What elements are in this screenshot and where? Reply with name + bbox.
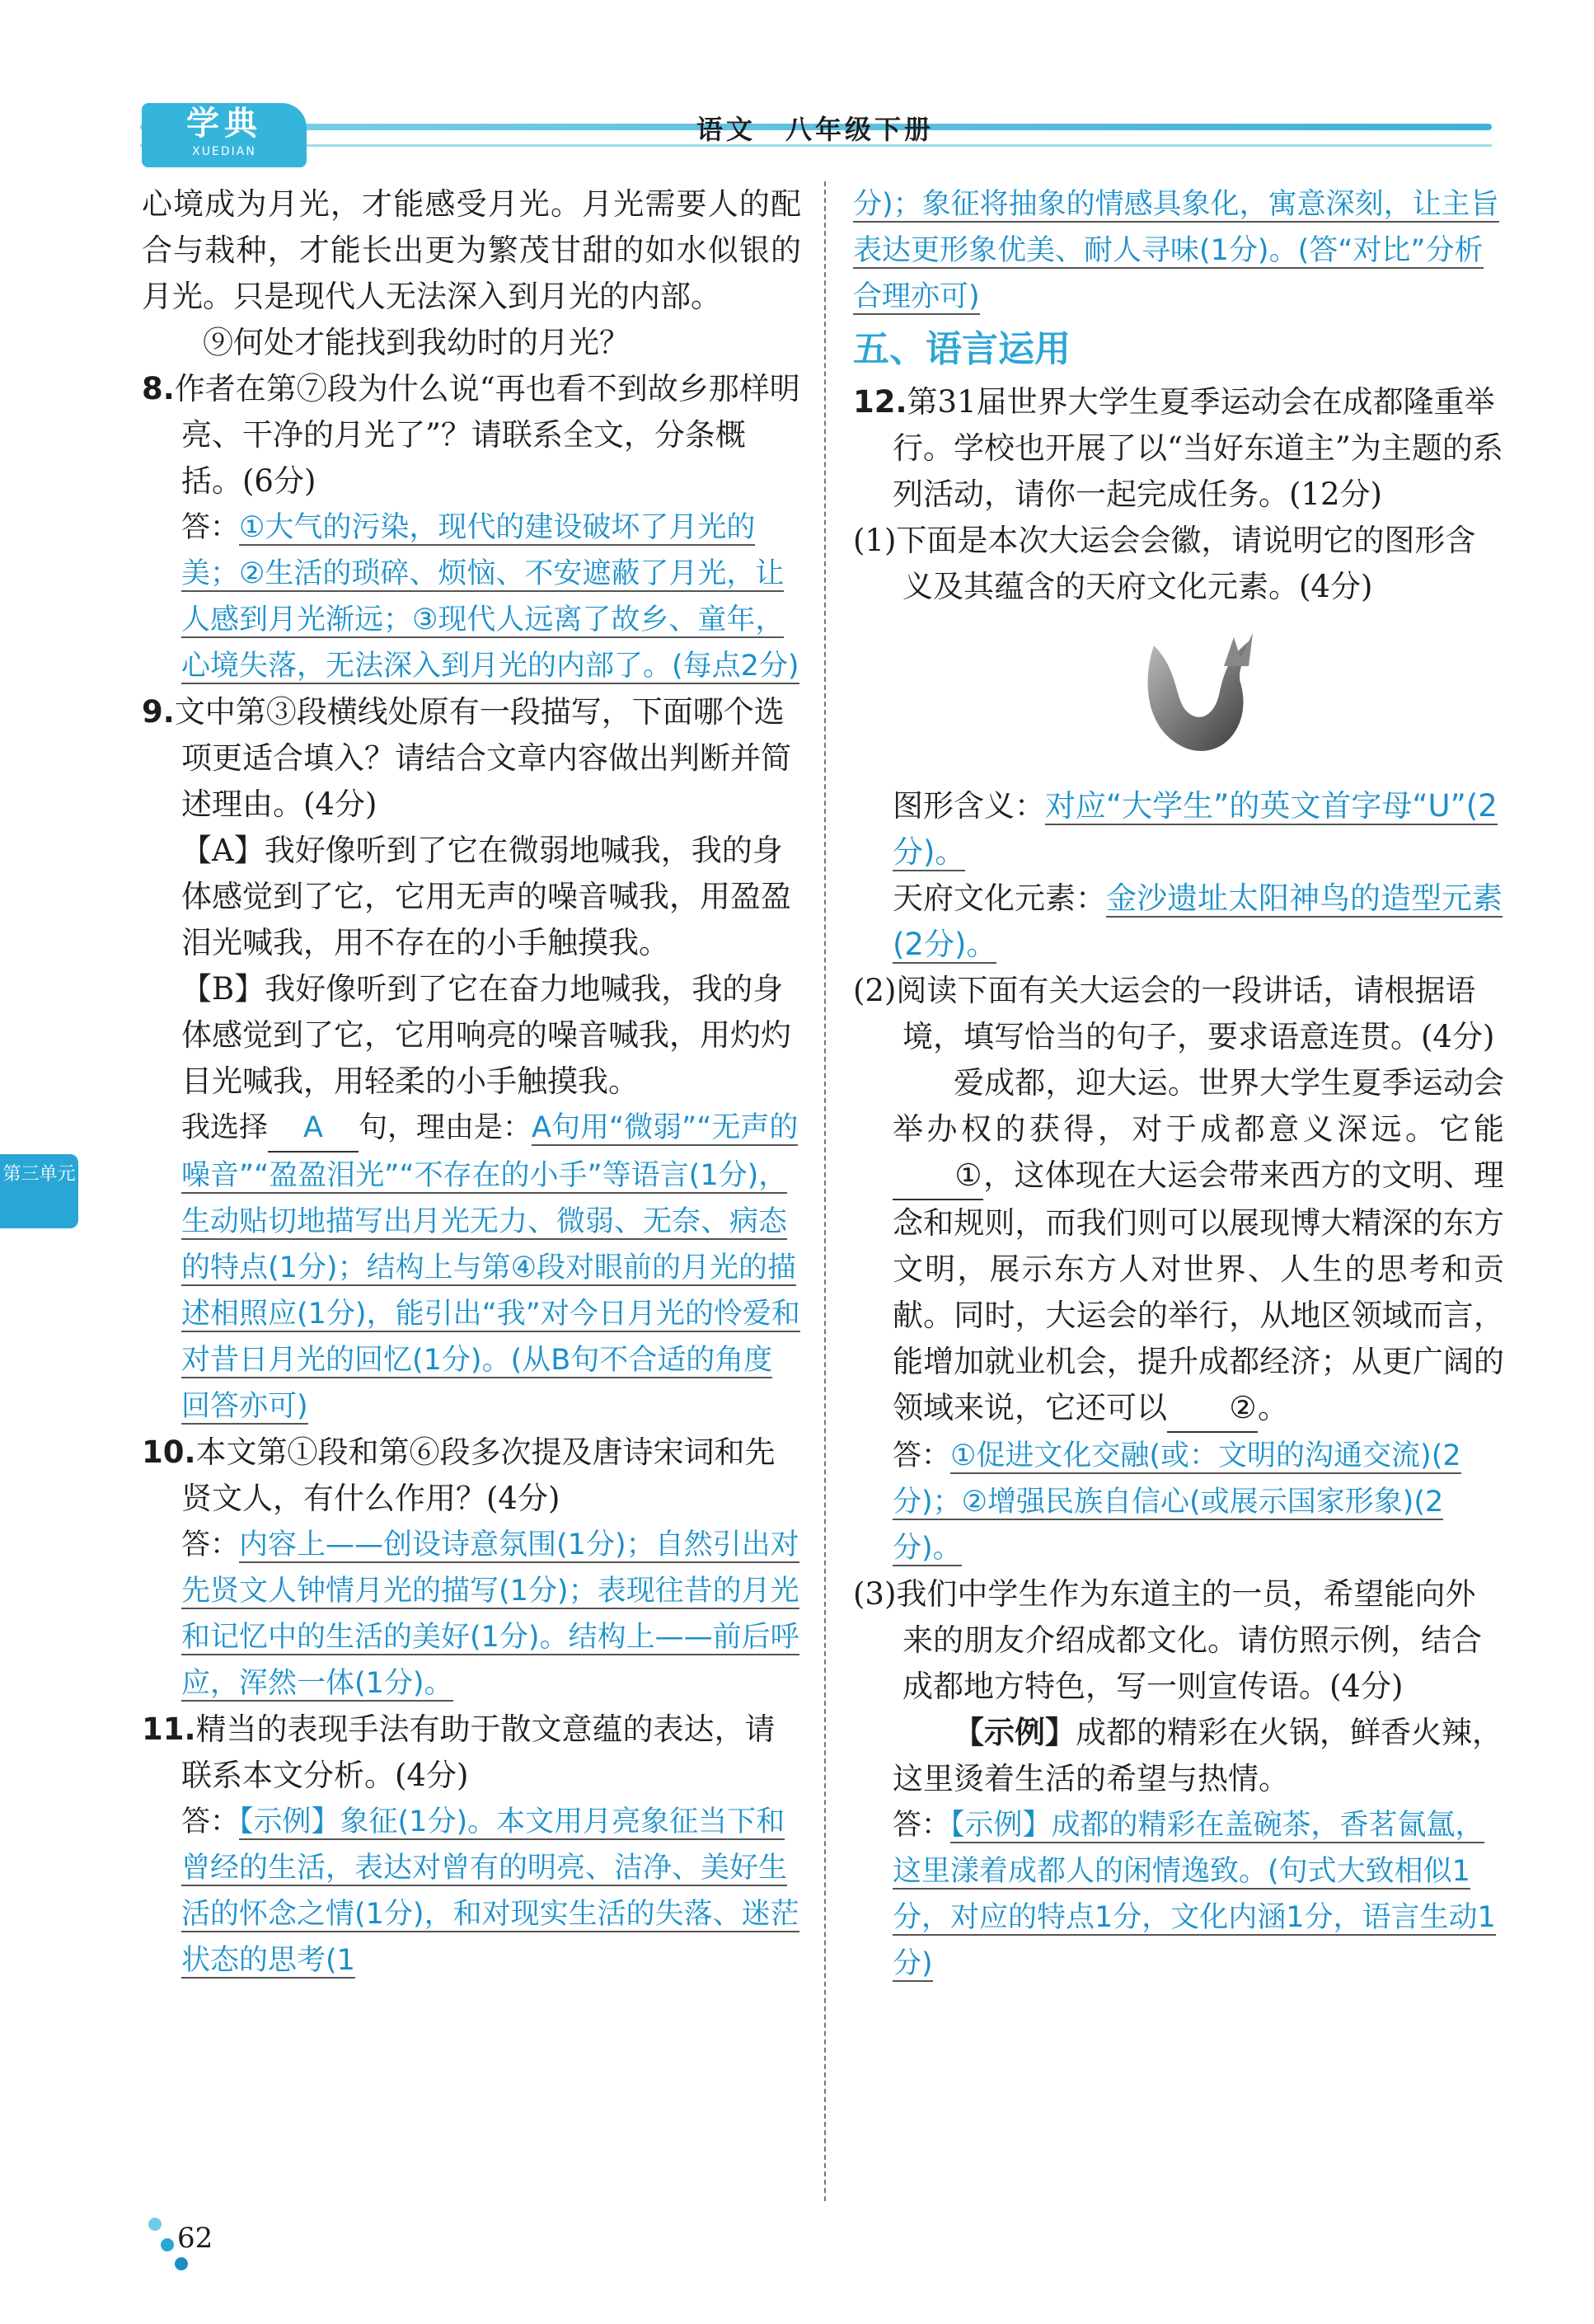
culture-answer: 金沙遗址太阳神鸟的造型元素(2分)。 bbox=[893, 880, 1503, 962]
question-number: 9. bbox=[142, 694, 175, 730]
passage-end: 心境成为月光，才能感受月光。月光需要人的配合与栽种，才能长出更为繁茂甘甜的如水似银的月光。只是现代人无法深入到月光的内部。 bbox=[142, 186, 801, 314]
right-column bbox=[853, 181, 1504, 1987]
choice-blank: A bbox=[268, 1105, 359, 1153]
question-number: 10. bbox=[142, 1434, 196, 1470]
question-number: 8. bbox=[142, 371, 175, 406]
question-12 bbox=[853, 379, 1504, 518]
answer-text: 内容上——创设诗意氛围(1分)；自然引出对先贤文人钟情月光的描写(1分)；表现往昔的月光和记忆中的生活的美好(1分)。结构上——前后呼应，浑然一体(1分)。 bbox=[181, 1528, 799, 1700]
meaning-answer: 对应“大学生”的英文首字母“U”(2分)。 bbox=[893, 788, 1498, 870]
answer-label: 答： bbox=[181, 511, 240, 544]
part-text: 我们中学生作为东道主的一员，希望能向外来的朋友介绍成都文化。请仿照示例，结合成都地方特色，写一则宣传语。(4分) bbox=[896, 1576, 1482, 1704]
speech-passage bbox=[893, 1060, 1504, 1433]
logo-sub-text: XUEDIAN bbox=[192, 145, 256, 158]
decor-dot bbox=[148, 2218, 162, 2231]
reason-prefix: 句，理由是： bbox=[359, 1111, 532, 1144]
question-text: 第31届世界大学生夏季运动会在成都隆重举行。学校也开展了以“当好东道主”为主题的系列活动，请你一起完成任务。(12分) bbox=[893, 384, 1503, 512]
decor-dot bbox=[161, 2238, 174, 2251]
question-text: 文中第③段横线处原有一段描写，下面哪个选项更适合填入？请结合文章内容做出判断并简述理由。(4分) bbox=[174, 694, 791, 822]
answer-10 bbox=[181, 1522, 801, 1707]
answer-12-2 bbox=[893, 1433, 1504, 1571]
answer-11 bbox=[181, 1799, 801, 1984]
question-12-part-1 bbox=[853, 518, 1504, 610]
question-12-part-2 bbox=[853, 968, 1504, 1060]
option-b: 【B】我好像听到了它在奋力地喊我，我的身体感觉到了它，它用响亮的噪音喊我，用灼灼目光喊我，用轻柔的小手触摸我。 bbox=[181, 971, 791, 1099]
question-10 bbox=[142, 1430, 801, 1522]
emblem-culture bbox=[893, 876, 1504, 968]
answer-label: 答： bbox=[181, 1805, 240, 1838]
decor-dot bbox=[175, 2257, 188, 2270]
example-slogan bbox=[893, 1710, 1504, 1802]
column-divider bbox=[824, 181, 826, 2201]
part-number: (2) bbox=[853, 973, 897, 1008]
blank-1: ① bbox=[893, 1153, 983, 1200]
answer-text: A句用“微弱”“无声的噪音”“盈盈泪光”“不存在的小手”等语言(1分)，生动贴切地描写出月光无力、微弱、无奈、病态的特点(1分)；结构上与第④段对眼前的月光的描述相照应(1分)，能引出“我”对今日月光的怜爱和对昔日月光的回忆(1分)。(从B句不合适的角度回答亦可) bbox=[181, 1111, 800, 1423]
culture-label: 天府文化元素： bbox=[893, 880, 1106, 916]
answer-9 bbox=[181, 1105, 801, 1430]
passage-middle: ，这体现在大运会带来西方的文明、理念和规则，而我们则可以展现博大精深的东方文明，展示东方人对世界、人生的思考和贡献。同时，大运会的举行，从地区领域而言，能增加就业机会，提升成都经济；从更广阔的领域来说，它还可以 bbox=[893, 1157, 1504, 1425]
answer-text: 分)；象征将抽象的情感具象化，寓意深刻，让主旨表达更形象优美、耐人寻味(1分)。(答“对比”分析合理亦可) bbox=[853, 188, 1499, 313]
question-8 bbox=[142, 366, 801, 505]
answer-label: 答： bbox=[181, 1528, 240, 1561]
universiade-emblem-icon bbox=[1125, 625, 1265, 765]
meaning-label: 图形含义： bbox=[893, 788, 1045, 824]
answer-label: 答： bbox=[893, 1809, 951, 1842]
logo-main-text: 学典 bbox=[186, 105, 262, 143]
question-text: 本文第①段和第⑥段多次提及唐诗宋词和先贤文人，有什么作用？(4分) bbox=[181, 1434, 776, 1516]
answer-text: 【示例】成都的精彩在盖碗茶，香茗氤氲，这里漾着成都人的闲情逸致。(句式大致相似1分，对应的特点1分，文化内涵1分，语言生动1分) bbox=[893, 1809, 1496, 1980]
example-tag: 【示例】 bbox=[954, 1715, 1076, 1750]
question-11 bbox=[142, 1707, 801, 1799]
page-header-title: 语文 八年级下册 bbox=[696, 114, 935, 145]
answer-12-3 bbox=[893, 1802, 1504, 1987]
brand-logo bbox=[142, 103, 307, 167]
part-number: (3) bbox=[853, 1576, 897, 1612]
passage-end: 。 bbox=[1258, 1390, 1288, 1425]
question-text: 精当的表现手法有助于散文意蕴的表达，请联系本文分析。(4分) bbox=[181, 1711, 776, 1793]
unit-side-tab: 第三单元 bbox=[0, 1154, 78, 1228]
question-12-part-3 bbox=[853, 1571, 1504, 1710]
example-text: 成都的精彩在火锅，鲜香火辣，这里烫着生活的希望与热情。 bbox=[893, 1715, 1503, 1796]
emblem-meaning bbox=[893, 783, 1504, 876]
question-text: 作者在第⑦段为什么说“再也看不到故乡那样明亮、干净的月光了”？请联系全文，分条概括。(6分) bbox=[174, 371, 800, 499]
answer-label: 答： bbox=[893, 1439, 951, 1472]
passage-start: 爱成都，迎大运。世界大学生夏季运动会举办权的获得，对于成都意义深远。它能 bbox=[893, 1065, 1504, 1147]
blank-2: ② bbox=[1167, 1385, 1258, 1433]
choice-prefix: 我选择 bbox=[181, 1111, 269, 1144]
part-text: 下面是本次大运会会徽，请说明它的图形含义及其蕴含的天府文化元素。(4分) bbox=[896, 523, 1476, 604]
page-number: 62 bbox=[177, 2222, 213, 2255]
part-number: (1) bbox=[853, 523, 897, 558]
answer-text: 【示例】象征(1分)。本文用月亮象征当下和曾经的生活，表达对曾有的明亮、洁净、美好生活的怀念之情(1分)，和对现实生活的失落、迷茫状态的思考(1 bbox=[181, 1805, 799, 1977]
question-number: 11. bbox=[142, 1711, 196, 1747]
answer-text: ①大气的污染，现代的建设破坏了月光的美；②生活的琐碎、烦恼、不安遮蔽了月光，让人感到月光渐远；③现代人远离了故乡、童年，心境失落，无法深入到月光的内部了。(每点2分) bbox=[181, 511, 799, 683]
part-text: 阅读下面有关大运会的一段讲话，请根据语境，填写恰当的句子，要求语意连贯。(4分) bbox=[896, 973, 1495, 1054]
answer-8 bbox=[181, 505, 801, 689]
question-number: 12. bbox=[853, 384, 907, 420]
section-title: 五、语言运用 bbox=[853, 328, 1071, 370]
passage-paragraph-9: ⑨何处才能找到我幼时的月光？ bbox=[203, 325, 630, 360]
option-a: 【A】我好像听到了它在微弱地喊我，我的身体感觉到了它，它用无声的噪音喊我，用盈盈泪光喊我，用不存在的小手触摸我。 bbox=[181, 833, 791, 960]
answer-text: ①促进文化交融(或：文明的沟通交流)(2分)；②增强民族自信心(或展示国家形象)(2分)。 bbox=[893, 1439, 1461, 1565]
answer-11-continued bbox=[853, 181, 1504, 320]
left-column bbox=[142, 181, 801, 1984]
question-9 bbox=[142, 689, 801, 828]
